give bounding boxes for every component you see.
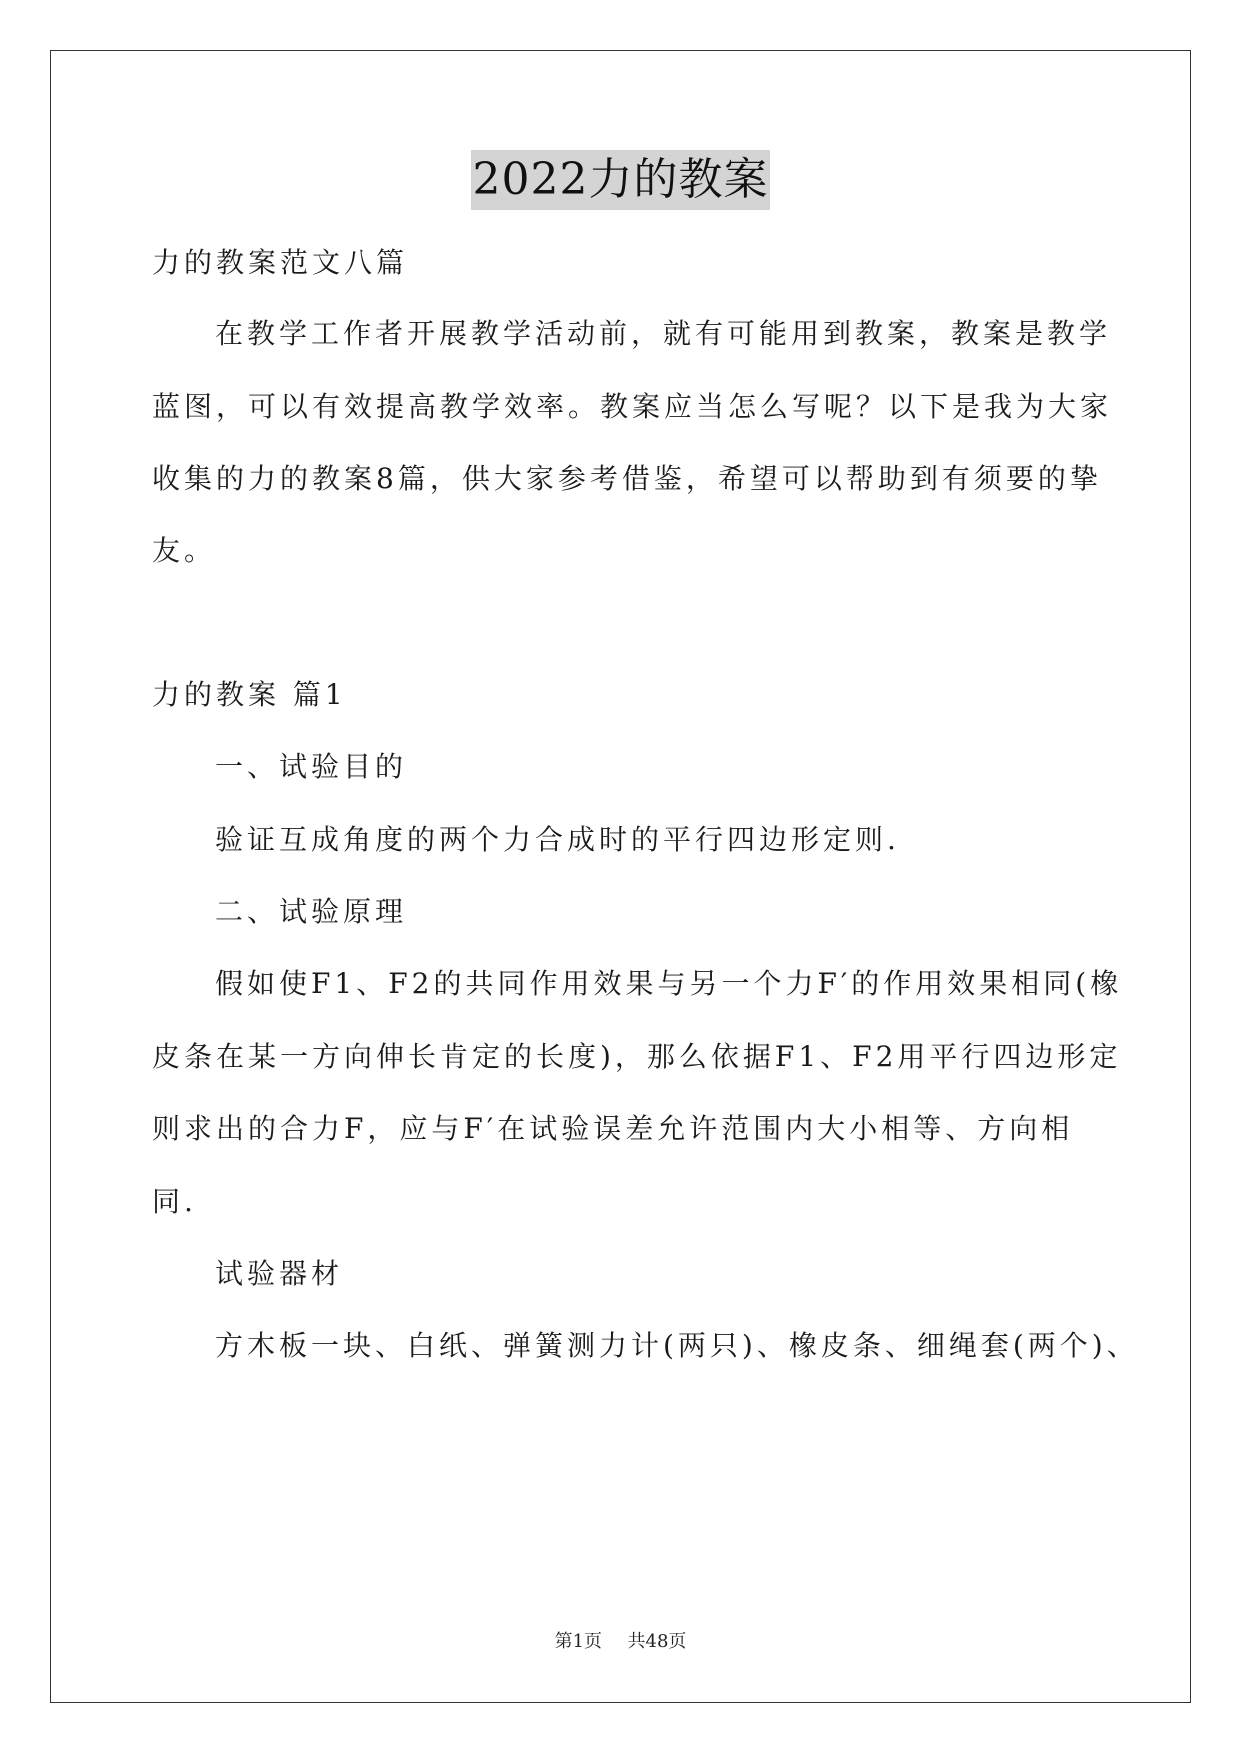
section-heading: 力的教案 篇1 xyxy=(152,678,347,711)
subtitle-line: 力的教案范文八篇 xyxy=(152,246,409,279)
total-pages: 共48页 xyxy=(627,1631,687,1652)
paragraph-line: 收集的力的教案8篇，供大家参考借鉴，希望可以帮助到有须要的挚 xyxy=(152,462,1102,495)
page-number: 第1页 xyxy=(554,1631,603,1652)
title-container xyxy=(0,150,1241,210)
paragraph-line: 验证互成角度的两个力合成时的平行四边形定则. xyxy=(215,823,900,856)
paragraph-line: 假如使F1、F2的共同作用效果与另一个力F′的作用效果相同(橡 xyxy=(215,967,1123,1000)
subsection-heading: 一、试验目的 xyxy=(215,750,408,783)
paragraph-line: 在教学工作者开展教学活动前，就有可能用到教案，教案是教学 xyxy=(215,317,1112,350)
page-border xyxy=(50,50,1191,1703)
paragraph-line: 同. xyxy=(152,1185,197,1218)
paragraph-line: 则求出的合力F，应与F′在试验误差允许范围内大小相等、方向相 xyxy=(152,1112,1074,1145)
paragraph-line: 蓝图，可以有效提高教学效率。教案应当怎么写呢？以下是我为大家 xyxy=(152,390,1113,423)
paragraph-line: 皮条在某一方向伸长肯定的长度)，那么依据F1、F2用平行四边形定 xyxy=(152,1040,1122,1073)
subsection-heading: 二、试验原理 xyxy=(215,895,408,928)
page-footer xyxy=(0,1630,1241,1654)
paragraph-line: 方木板一块、白纸、弹簧测力计(两只)、橡皮条、细绳套(两个)、 xyxy=(215,1329,1139,1362)
paragraph-line: 友。 xyxy=(152,534,217,567)
document-title: 2022力的教案 xyxy=(471,150,771,210)
subsection-heading: 试验器材 xyxy=(215,1257,344,1290)
